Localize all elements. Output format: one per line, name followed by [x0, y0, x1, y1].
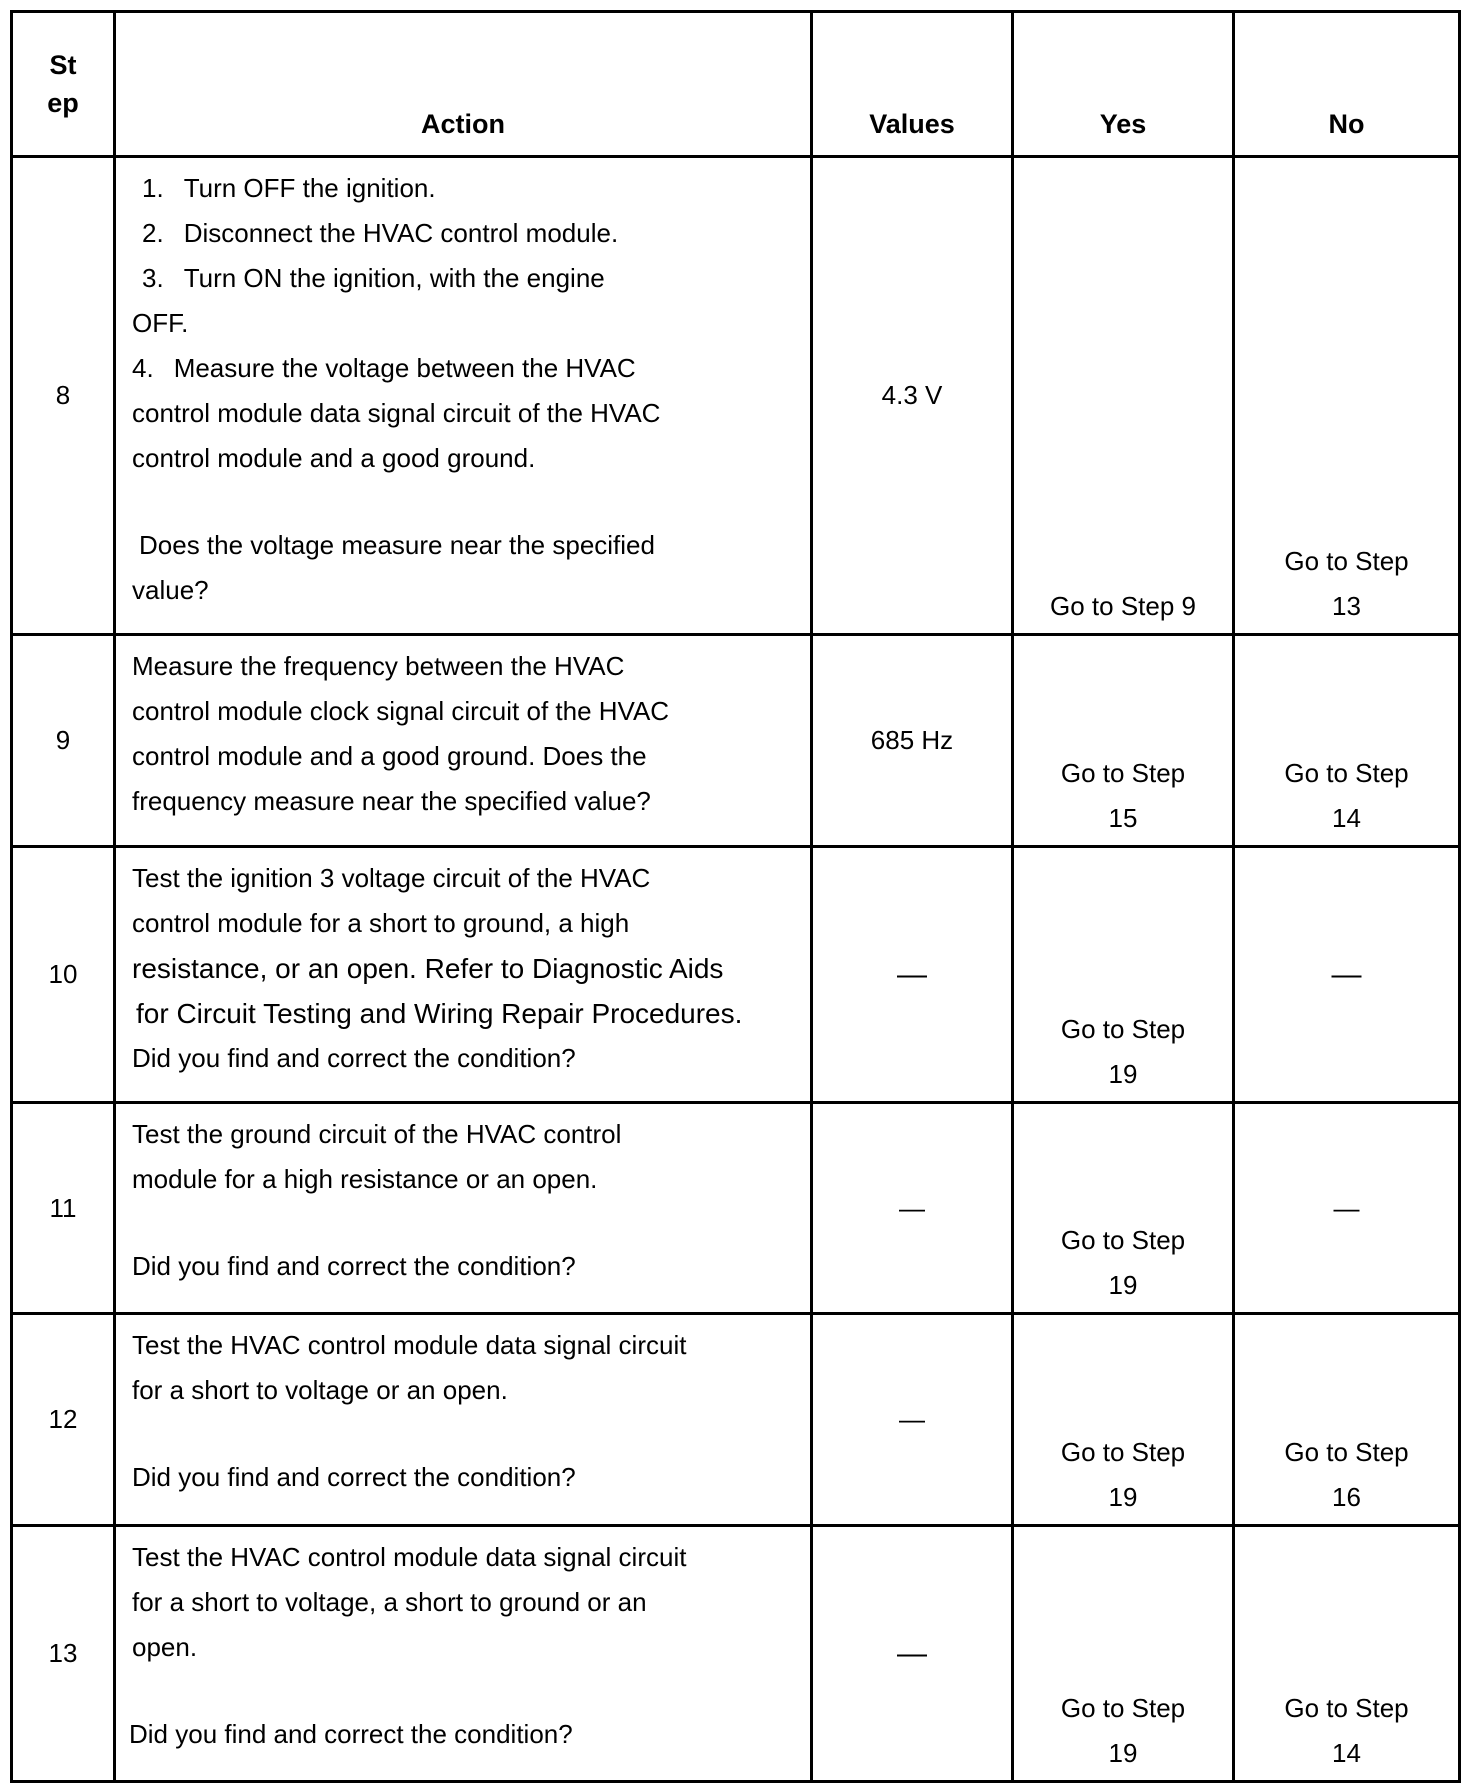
action-line: for a short to voltage or an open.	[132, 1375, 508, 1405]
action-cell	[115, 157, 812, 635]
step-number: 13	[12, 1526, 115, 1782]
action-line: open.	[132, 1632, 198, 1662]
yes-text: Go to Step	[1060, 1225, 1186, 1255]
action-line	[132, 211, 798, 256]
table-row	[12, 847, 1460, 1103]
yes-text: Go to Step	[1060, 1693, 1186, 1723]
table-row	[12, 1103, 1460, 1314]
yes-step: 19	[1108, 1270, 1138, 1300]
action-question: Did you find and correct the condition?	[132, 1462, 576, 1492]
header-values: Values	[812, 12, 1013, 157]
diagnostic-table	[10, 10, 1461, 1783]
no-text: Go to Step	[1284, 1437, 1409, 1467]
action-line: for Circuit Testing and Wiring Repair Procedures.	[136, 998, 743, 1029]
action-question: value?	[132, 575, 209, 605]
no-step: 16	[1332, 1482, 1361, 1512]
action-line: module for a high resistance or an open.	[132, 1164, 598, 1194]
step-number: 10	[12, 847, 115, 1103]
no-text: Go to Step	[1284, 758, 1409, 788]
header-yes: Yes	[1013, 12, 1234, 157]
action-line: control module and a good ground. Does the	[132, 741, 647, 771]
action-line: Test the HVAC control module data signal circuit	[132, 1542, 687, 1572]
no-step: 14	[1332, 803, 1361, 833]
no-step: 13	[1332, 591, 1361, 621]
no-cell	[1234, 635, 1460, 847]
action-line: control module data signal circuit of the HVAC	[132, 398, 661, 428]
yes-cell	[1013, 157, 1234, 635]
step-number: 12	[12, 1314, 115, 1526]
value-cell: —	[812, 1314, 1013, 1526]
yes-step: 19	[1108, 1482, 1138, 1512]
header-row	[12, 12, 1460, 157]
list-number: 3.	[142, 263, 164, 293]
no-cell	[1234, 1314, 1460, 1526]
action-line: Test the HVAC control module data signal circuit	[132, 1330, 687, 1360]
action-line: resistance, or an open. Refer to Diagnostic Aids	[132, 953, 724, 984]
list-number: 4.	[132, 353, 154, 383]
list-text: Turn ON the ignition, with the engine	[183, 263, 605, 293]
yes-text: Go to Step	[1060, 1014, 1186, 1044]
no-cell: —	[1234, 1103, 1460, 1314]
action-line: control module and a good ground.	[132, 443, 536, 473]
yes-cell	[1013, 1103, 1234, 1314]
yes-cell	[1013, 1314, 1234, 1526]
table-row	[12, 635, 1460, 847]
yes-step: 19	[1108, 1738, 1138, 1768]
action-line: Measure the frequency between the HVAC	[132, 651, 625, 681]
no-cell	[1234, 157, 1460, 635]
value-cell: —	[812, 1103, 1013, 1314]
action-cell	[115, 847, 812, 1103]
yes-step: 15	[1108, 803, 1138, 833]
action-cell	[115, 1103, 812, 1314]
yes-text: Go to Step	[1060, 758, 1186, 788]
action-line	[132, 346, 798, 391]
action-line: frequency measure near the specified value?	[132, 786, 651, 816]
list-number: 1.	[142, 173, 164, 203]
no-step: 14	[1332, 1738, 1361, 1768]
action-cell	[115, 1314, 812, 1526]
action-question: Did you find and correct the condition?	[132, 1251, 576, 1281]
action-line: Test the ignition 3 voltage circuit of the HVAC	[132, 863, 651, 893]
value-cell: —	[812, 847, 1013, 1103]
list-text: Turn OFF the ignition.	[183, 173, 436, 203]
yes-step: 19	[1108, 1059, 1138, 1089]
action-line	[132, 166, 798, 211]
action-cell	[115, 1526, 812, 1782]
list-text: Disconnect the HVAC control module.	[183, 218, 619, 248]
step-number: 9	[12, 635, 115, 847]
action-cell	[115, 635, 812, 847]
yes-cell	[1013, 635, 1234, 847]
yes-text: Go to Step 9	[1050, 591, 1196, 621]
no-text: Go to Step	[1284, 546, 1409, 576]
action-line: control module clock signal circuit of the HVAC	[132, 696, 670, 726]
table-row	[12, 1526, 1460, 1782]
value-cell: 685 Hz	[812, 635, 1013, 847]
table-row	[12, 157, 1460, 635]
action-line: OFF.	[132, 308, 189, 338]
header-step-line2: ep	[47, 88, 79, 118]
yes-cell	[1013, 1526, 1234, 1782]
yes-text: Go to Step	[1060, 1437, 1186, 1467]
no-text: Go to Step	[1284, 1693, 1409, 1723]
action-line: for a short to voltage, a short to ground or an	[132, 1587, 647, 1617]
table-row	[12, 1314, 1460, 1526]
header-step	[12, 12, 115, 157]
step-number: 8	[12, 157, 115, 635]
action-question: Did you find and correct the condition?	[129, 1719, 573, 1749]
no-cell: —	[1234, 847, 1460, 1103]
list-number: 2.	[142, 218, 164, 248]
no-cell	[1234, 1526, 1460, 1782]
value-cell: 4.3 V	[812, 157, 1013, 635]
header-no: No	[1234, 12, 1460, 157]
value-cell: —	[812, 1526, 1013, 1782]
step-number: 11	[12, 1103, 115, 1314]
header-action: Action	[115, 12, 812, 157]
header-step-line1: St	[49, 50, 77, 80]
action-question: Did you find and correct the condition?	[132, 1043, 576, 1073]
list-text: Measure the voltage between the HVAC	[173, 353, 636, 383]
action-question: Does the voltage measure near the specified	[139, 530, 655, 560]
action-line: Test the ground circuit of the HVAC control	[132, 1119, 622, 1149]
yes-cell	[1013, 847, 1234, 1103]
action-line: control module for a short to ground, a high	[132, 908, 630, 938]
action-line	[132, 256, 798, 301]
